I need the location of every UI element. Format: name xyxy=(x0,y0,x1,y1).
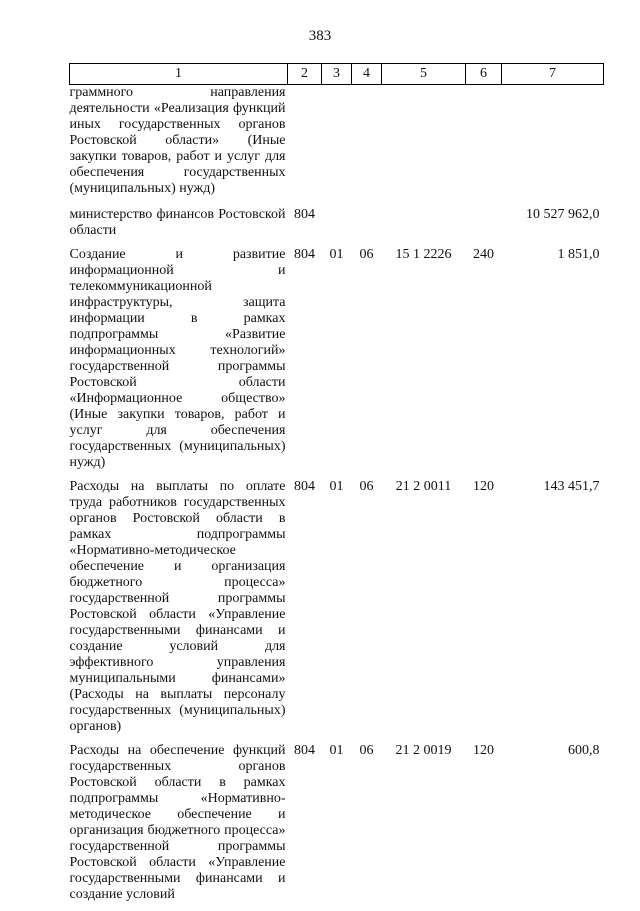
row-subsection: 06 xyxy=(359,479,374,494)
table-row xyxy=(70,247,604,479)
row-target-article xyxy=(382,85,466,208)
table-row xyxy=(70,207,604,247)
row-section: 01 xyxy=(329,479,344,494)
row-expense-type xyxy=(466,85,502,208)
row-subsection xyxy=(352,207,382,247)
column-header: 6 xyxy=(466,64,502,85)
column-header: 4 xyxy=(352,64,382,85)
row-target-article: 15 1 2226 xyxy=(395,247,452,262)
row-description: министерство финансов Ростовской области xyxy=(69,207,286,238)
row-section: 01 xyxy=(329,247,344,262)
row-amount: 1 851,0 xyxy=(557,247,600,262)
row-section: 01 xyxy=(329,743,344,758)
budget-table xyxy=(69,63,604,911)
row-expense-type xyxy=(466,207,502,247)
row-amount: 600,8 xyxy=(568,743,600,758)
table-row xyxy=(70,479,604,743)
row-ministry-code: 804 xyxy=(294,479,315,494)
row-target-article xyxy=(382,207,466,247)
page-number: 383 xyxy=(308,28,332,44)
row-amount xyxy=(502,85,604,208)
column-header: 2 xyxy=(288,64,322,85)
row-subsection xyxy=(352,85,382,208)
column-header: 1 xyxy=(70,64,288,85)
row-expense-type: 240 xyxy=(473,247,494,262)
table-row xyxy=(70,85,604,208)
row-ministry-code xyxy=(288,85,322,208)
row-target-article: 21 2 0019 xyxy=(395,743,452,758)
row-expense-type: 120 xyxy=(473,479,494,494)
row-description: Расходы на обеспечение функций государственных органов Ростовской области в рамках подпрограммы «Нормативно-методическое обеспечение и организация бюджетного процесса» государственной программы Ростовской области «Управление государственными финансами и создание условий xyxy=(69,743,286,902)
row-section xyxy=(322,207,352,247)
row-description: Расходы на выплаты по оплате труда работников государственных органов Ростовской области в рамках подпрограммы «Нормативно-методическое обеспечение и организация бюджетного процесса» государственной программы Ростовской области «Управление государственными финансами и создание условий для эффективного управления муниципальными финансами» (Расходы на выплаты персоналу государственных (муниципальных) органов) xyxy=(69,479,286,734)
row-ministry-code: 804 xyxy=(294,247,315,262)
column-header: 7 xyxy=(502,64,604,85)
row-amount: 143 451,7 xyxy=(543,479,600,494)
row-amount: 10 527 962,0 xyxy=(526,207,600,222)
row-subsection: 06 xyxy=(359,743,374,758)
row-ministry-code: 804 xyxy=(294,207,315,222)
header-row xyxy=(70,64,604,85)
row-subsection: 06 xyxy=(359,247,374,262)
row-expense-type: 120 xyxy=(473,743,494,758)
row-description: Создание и развитие информационной и телекоммуникационной инфраструктуры, защита информации в рамках подпрограммы «Развитие информационных технологий» государственной программы Ростовской области «Информационное общество» (Иные закупки товаров, работ и услуг для обеспечения государственных (муниципальных) нужд) xyxy=(69,247,286,470)
row-ministry-code: 804 xyxy=(294,743,315,758)
row-section xyxy=(322,85,352,208)
column-header: 5 xyxy=(382,64,466,85)
row-description: граммного направления деятельности «Реализация функций иных государственных органов Ростовской области» (Иные закупки товаров, работ и услуг для обеспечения государственных (муниципальных) нужд) xyxy=(69,85,286,196)
column-header: 3 xyxy=(322,64,352,85)
table-row xyxy=(70,743,604,911)
row-target-article: 21 2 0011 xyxy=(395,479,452,494)
